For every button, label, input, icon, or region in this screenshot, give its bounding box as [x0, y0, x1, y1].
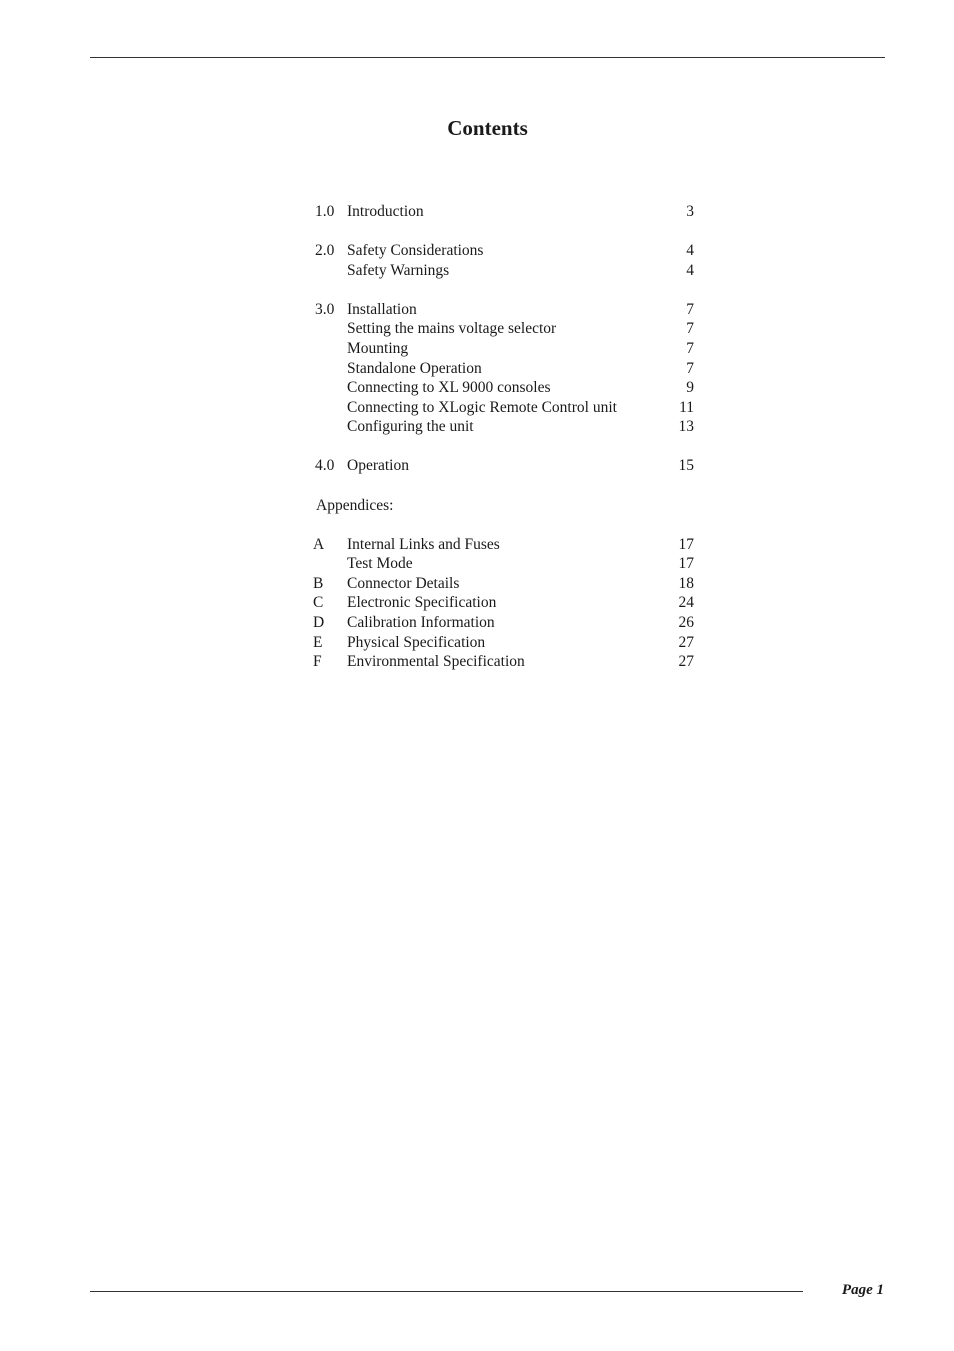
- toc-entry[interactable]: [308, 398, 694, 418]
- entry-title: Environmental Specification: [347, 653, 525, 671]
- entry-title: Safety Considerations: [347, 242, 484, 260]
- entry-title: Installation: [347, 300, 417, 318]
- entry-title: Introduction: [347, 203, 424, 220]
- entry-title: Safety Warnings: [347, 261, 450, 279]
- toc-entry[interactable]: [308, 456, 694, 476]
- page-number: 18: [678, 574, 694, 592]
- appendix-letter: F: [313, 653, 322, 671]
- appendices-label: Appendices:: [316, 496, 394, 514]
- page-number: 4: [686, 242, 694, 260]
- page-number: 7: [686, 300, 694, 318]
- entry-title: Connector Details: [347, 574, 460, 592]
- page-number: 13: [678, 418, 694, 436]
- spacer: [308, 280, 694, 300]
- page-number: 27: [678, 633, 694, 651]
- toc-entry[interactable]: [308, 241, 694, 261]
- toc-entry[interactable]: [308, 613, 694, 633]
- toc-entry[interactable]: [308, 202, 694, 222]
- page-number: 7: [686, 359, 694, 377]
- entry-title: Setting the mains voltage selector: [347, 320, 557, 338]
- section-number: 2.0: [315, 242, 335, 260]
- section-number: 3.0: [315, 300, 335, 318]
- spacer: [308, 515, 694, 535]
- toc-entry[interactable]: [308, 339, 694, 359]
- page-number: 3: [686, 203, 694, 220]
- toc-entry[interactable]: [308, 574, 694, 594]
- spacer: [308, 222, 694, 242]
- spacer: [308, 437, 694, 457]
- page-number: 27: [678, 653, 694, 671]
- toc-entry[interactable]: [308, 319, 694, 339]
- section-number: 1.0: [315, 203, 335, 220]
- entry-title: Connecting to XL 9000 consoles: [347, 379, 551, 397]
- toc-entry[interactable]: [308, 261, 694, 281]
- toc-entry[interactable]: [308, 633, 694, 653]
- section-number: 4.0: [315, 457, 335, 475]
- table-of-contents: [308, 202, 694, 672]
- appendices-heading: [308, 496, 694, 516]
- toc-entry[interactable]: [308, 593, 694, 613]
- spacer: [308, 476, 694, 496]
- entry-title: Standalone Operation: [347, 359, 482, 377]
- entry-title: Internal Links and Fuses: [347, 535, 500, 553]
- appendix-letter: D: [313, 614, 325, 631]
- entry-title: Electronic Specification: [347, 594, 497, 612]
- page-number: 26: [678, 614, 694, 631]
- entry-title: Configuring the unit: [347, 418, 474, 436]
- toc-entry[interactable]: [308, 652, 694, 672]
- entry-title: Physical Specification: [347, 633, 486, 651]
- appendix-letter: A: [313, 535, 325, 553]
- footer-rule: [90, 1291, 803, 1292]
- entry-title: Calibration Information: [347, 614, 495, 631]
- toc-entry[interactable]: [308, 359, 694, 379]
- toc-entry[interactable]: [308, 417, 694, 437]
- toc-entry[interactable]: [308, 378, 694, 398]
- page-number: 17: [678, 535, 694, 553]
- entry-title: Test Mode: [347, 555, 413, 573]
- appendix-letter: E: [313, 633, 323, 651]
- appendix-letter: B: [313, 574, 324, 592]
- toc-entry[interactable]: [308, 554, 694, 574]
- page-number: 17: [678, 555, 694, 573]
- page-number: 15: [678, 457, 694, 475]
- appendix-letter: C: [313, 594, 324, 612]
- page-title: Contents: [447, 116, 528, 140]
- page-footer: Page 1: [841, 1282, 884, 1298]
- page-number: 7: [686, 320, 694, 338]
- page-number: 4: [686, 261, 694, 279]
- page-number: 11: [679, 398, 694, 416]
- entry-title: Connecting to XLogic Remote Control unit: [347, 398, 617, 416]
- toc-entry[interactable]: [308, 300, 694, 320]
- header-rule: [90, 57, 885, 58]
- toc-entry[interactable]: [308, 535, 694, 555]
- page-number: 24: [678, 594, 694, 612]
- entry-title: Mounting: [347, 339, 409, 357]
- entry-title: Operation: [347, 457, 409, 475]
- page-number: 7: [686, 339, 694, 357]
- page-number: 9: [686, 379, 694, 397]
